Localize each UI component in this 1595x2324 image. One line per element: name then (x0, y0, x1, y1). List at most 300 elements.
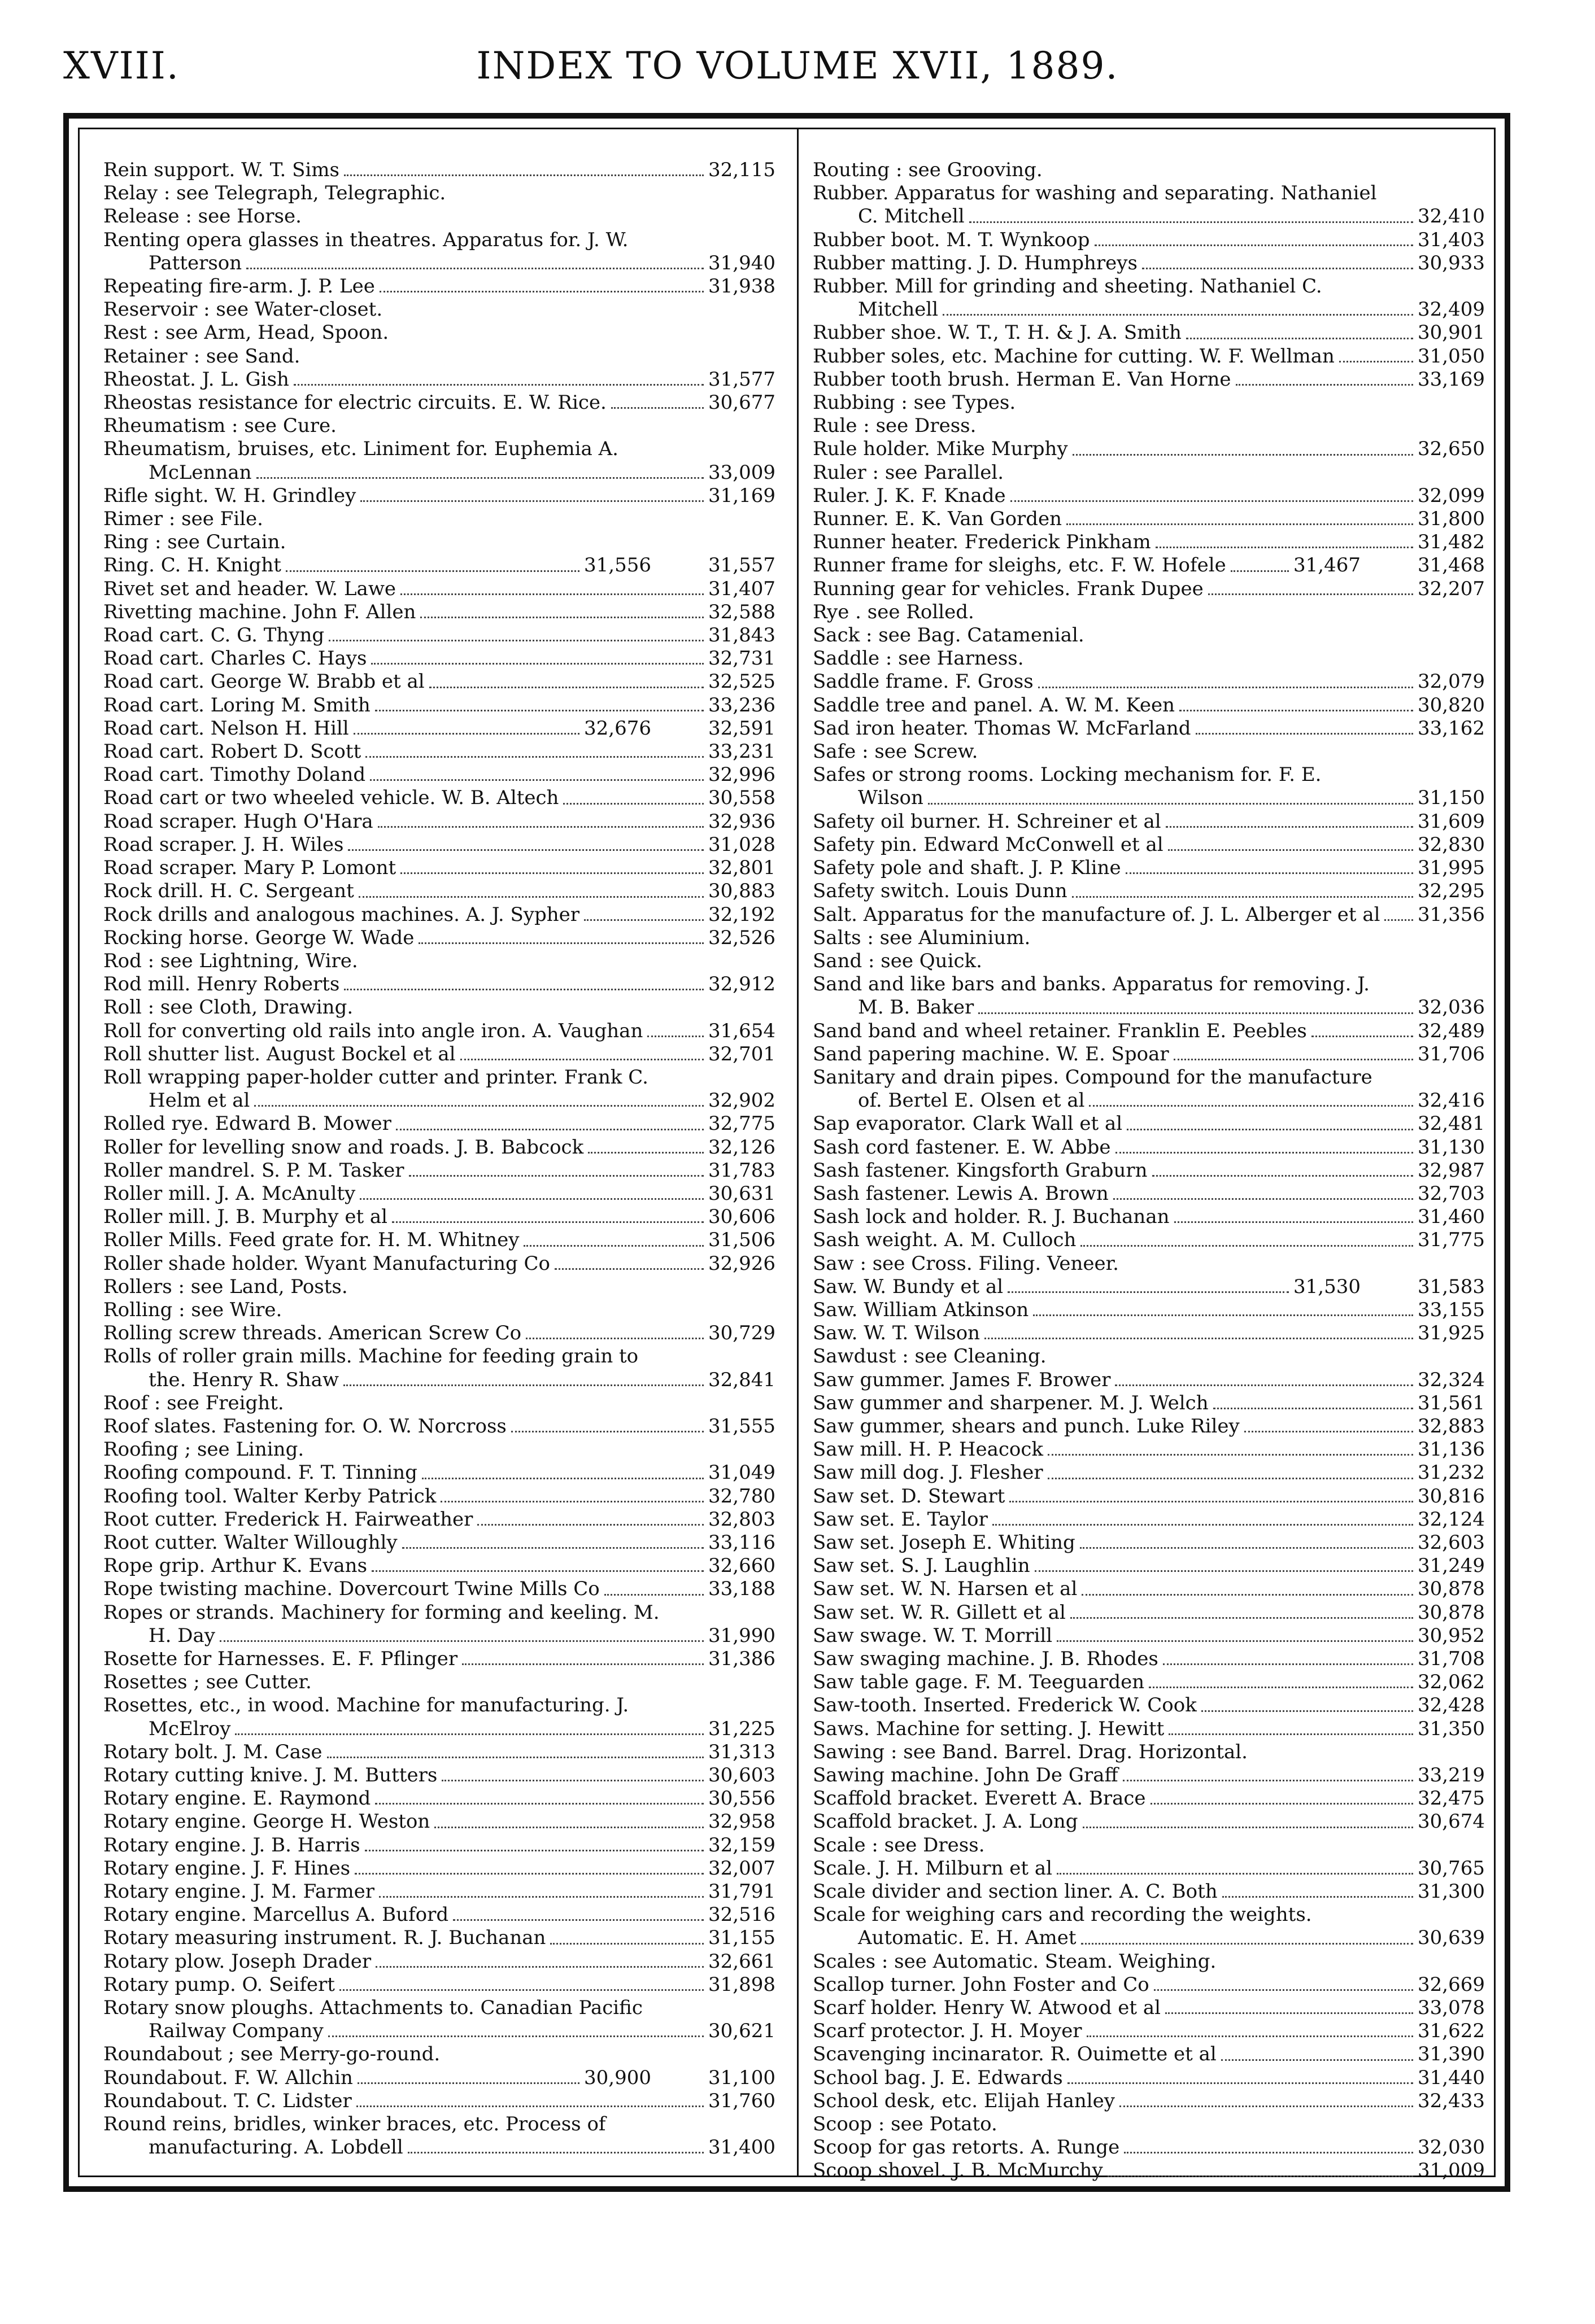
entry-text: Sash fastener. Kingsforth Graburn (813, 1159, 1148, 1182)
entry-text: Road cart. Robert D. Scott (103, 740, 361, 763)
dot-leader (1213, 1408, 1413, 1409)
index-entry (103, 810, 781, 833)
entry-patent-number: 31,482 (1418, 531, 1485, 554)
entry-text: Rheostat. J. L. Gish (103, 368, 289, 391)
entry-text: Road cart. Timothy Doland (103, 763, 366, 787)
dot-leader (327, 1757, 704, 1758)
entry-text: Scales : see Automatic. Steam. Weighing. (813, 1950, 1217, 1973)
index-entry (813, 1834, 1491, 1857)
dot-leader (1142, 268, 1413, 269)
dot-leader (1149, 1687, 1413, 1688)
index-entry (813, 601, 1491, 624)
entry-text: Running gear for vehicles. Frank Dupee (813, 577, 1204, 600)
entry-patent-number: 31,136 (1418, 1438, 1485, 1461)
dot-leader (1169, 1733, 1413, 1735)
entry-text: Rubber matting. J. D. Humphreys (813, 251, 1138, 274)
entry-text: Safe : see Screw. (813, 740, 978, 763)
index-entry (813, 717, 1491, 740)
index-entry (103, 740, 781, 763)
entry-text: Saw. W. T. Wilson (813, 1322, 980, 1345)
entry-text: Roll wrapping paper-holder cutter and printer. Frank C. Helm et al (103, 1065, 648, 1112)
entry-text: Sand band and wheel retainer. Franklin E. Peebles (813, 1019, 1307, 1042)
right-column (813, 159, 1491, 2183)
index-entry (103, 1043, 781, 1066)
entry-text: Scavenging incinarator. R. Ouimette et al (813, 2043, 1217, 2066)
dot-leader (380, 291, 704, 292)
index-entry (103, 345, 781, 368)
entry-patent-number: 32,525 (708, 670, 775, 693)
entry-patent-number: 31,100 (708, 2066, 775, 2089)
entry-patent-number: 32,902 (708, 1089, 775, 1112)
entry-patent-number: 32,409 (1418, 298, 1485, 321)
entry-text: Rheumatism, bruises, etc. Liniment for. Euphemia A. McLennan (103, 438, 618, 484)
index-entry (103, 1485, 781, 1508)
entry-text: Rotary plow. Joseph Drader (103, 1950, 372, 1973)
entry-text: Scale divider and section liner. A. C. Both (813, 1880, 1218, 1903)
index-entry (813, 1182, 1491, 1205)
entry-text: Saw gummer, shears and punch. Luke Riley (813, 1414, 1240, 1438)
entry-text: Scaffold bracket. Everett A. Brace (813, 1787, 1146, 1810)
index-entry (103, 321, 781, 344)
index-entry (103, 833, 781, 857)
entry-text: Roll shutter list. August Bockel et al (103, 1042, 456, 1065)
entry-text: Rubbing : see Types. (813, 391, 1016, 414)
dot-leader (1201, 1710, 1413, 1712)
entry-patent-number: 33,009 (708, 461, 775, 484)
entry-patent-number: 32,126 (708, 1135, 775, 1159)
entry-text: Ring : see Curtain. (103, 531, 286, 554)
dot-leader (1152, 1175, 1414, 1177)
index-entry (813, 1950, 1491, 1973)
dot-leader (1008, 1291, 1289, 1293)
index-entry (103, 368, 781, 391)
dot-leader (526, 1338, 704, 1339)
dot-leader (348, 849, 704, 851)
entry-text: Roller mill. J. A. McAnulty (103, 1182, 356, 1205)
dot-leader (1082, 1594, 1413, 1596)
entry-patent-number: 33,078 (1418, 1997, 1485, 2020)
dot-leader (1196, 733, 1413, 735)
entry-patent-number-secondary: 32,676 (584, 717, 651, 740)
entry-text: Rest : see Arm, Head, Spoon. (103, 321, 389, 344)
dot-leader (360, 1198, 704, 1200)
index-entry (813, 1787, 1491, 1810)
dot-leader (429, 687, 704, 688)
dot-leader (434, 1827, 704, 1828)
index-entry (813, 1345, 1491, 1368)
entry-text: Rotary cutting knive. J. M. Butters (103, 1764, 438, 1787)
entry-text: Routing : see Grooving. (813, 159, 1043, 181)
index-entry (813, 1415, 1491, 1438)
entry-patent-number: 32,159 (708, 1833, 775, 1856)
dot-leader (344, 174, 704, 176)
index-entry (103, 1112, 781, 1135)
dot-leader (1127, 1129, 1413, 1130)
entry-text: Rubber. Mill for grinding and sheeting. Nathaniel C. Mitchell (813, 275, 1322, 321)
index-entry (813, 1322, 1491, 1345)
entry-patent-number: 30,820 (1418, 693, 1485, 717)
entry-text: Rope grip. Arthur K. Evans (103, 1554, 368, 1578)
entry-patent-number: 32,661 (708, 1950, 775, 1973)
dot-leader (1339, 361, 1413, 362)
entry-text: Roundabout. F. W. Allchin (103, 2066, 353, 2089)
entry-text: Saddle : see Harness. (813, 647, 1024, 670)
index-entry (103, 624, 781, 647)
entry-patent-number: 32,591 (708, 717, 775, 740)
entry-text: Road cart. George W. Brabb et al (103, 670, 425, 693)
index-entry (813, 2159, 1491, 2182)
index-entry (813, 1718, 1491, 1741)
index-entry (813, 694, 1491, 717)
index-entry (813, 1554, 1491, 1578)
index-entry (103, 1857, 781, 1880)
index-entry (813, 2113, 1491, 2136)
entry-patent-number: 30,883 (708, 880, 775, 903)
entry-patent-number: 32,428 (1418, 1694, 1485, 1717)
entry-patent-number: 30,639 (1418, 1927, 1485, 1950)
dot-leader (1057, 1873, 1413, 1875)
entry-patent-number: 31,791 (708, 1880, 775, 1903)
entry-patent-number-secondary: 31,467 (1293, 554, 1361, 577)
dot-leader (1221, 2059, 1413, 2061)
index-entry (813, 275, 1491, 321)
dot-leader (254, 1105, 704, 1107)
entry-patent-number: 31,155 (708, 1927, 775, 1950)
index-entry (103, 414, 781, 438)
dot-leader (550, 1943, 704, 1945)
entry-text: Rock drills and analogous machines. A. J. Sypher (103, 903, 580, 926)
entry-patent-number: 31,225 (708, 1717, 775, 1740)
index-entry (813, 1508, 1491, 1531)
dot-leader (294, 384, 704, 386)
dot-leader (286, 570, 579, 572)
entry-text: Roll for converting old rails into angle iron. A. Vaughan (103, 1019, 643, 1042)
index-entry (103, 1392, 781, 1415)
entry-text: Reservoir : see Water-closet. (103, 298, 383, 321)
entry-text: Saw set. W. R. Gillett et al (813, 1601, 1066, 1624)
entry-text: Roller Mills. Feed grate for. H. M. Whitney (103, 1229, 520, 1252)
entry-patent-number: 31,555 (708, 1414, 775, 1438)
index-entry (103, 182, 781, 205)
dot-leader (375, 710, 704, 711)
entry-text: Roofing ; see Lining. (103, 1438, 304, 1461)
entry-text: Sawdust : see Cleaning. (813, 1345, 1047, 1368)
entry-patent-number: 32,801 (708, 857, 775, 880)
index-entry (813, 229, 1491, 252)
dot-leader (1033, 1314, 1413, 1316)
index-entry (813, 508, 1491, 531)
index-entry (103, 508, 781, 531)
dot-leader (1384, 919, 1413, 921)
dot-leader (365, 1850, 704, 1851)
index-entry (813, 1694, 1491, 1717)
index-entry (103, 1578, 781, 1601)
index-entry (813, 624, 1491, 647)
entry-patent-number: 31,940 (708, 251, 775, 274)
entry-text: Rheostas resistance for electric circuits. E. W. Rice. (103, 391, 607, 414)
index-entry (813, 414, 1491, 438)
index-entry (103, 229, 781, 275)
entry-patent-number: 32,475 (1418, 1787, 1485, 1810)
index-entry (813, 159, 1491, 182)
entry-text: Release : see Horse. (103, 205, 302, 228)
dot-leader (1174, 1221, 1414, 1223)
entry-text: Roofing tool. Walter Kerby Patrick (103, 1484, 437, 1508)
dot-leader (563, 803, 704, 805)
entry-patent-number: 32,099 (1418, 484, 1485, 507)
dot-leader (1072, 896, 1413, 898)
entry-text: Scarf holder. Henry W. Atwood et al (813, 1997, 1161, 2020)
entry-patent-number: 32,775 (708, 1112, 775, 1135)
index-entry (813, 438, 1491, 461)
page-number: XVIII. (63, 44, 180, 88)
entry-patent-number: 31,800 (1418, 508, 1485, 531)
dot-leader (1070, 1617, 1413, 1619)
entry-text: Rubber. Apparatus for washing and separating. Nathaniel C. Mitchell (813, 182, 1377, 228)
index-entry (813, 1601, 1491, 1624)
entry-text: Relay : see Telegraph, Telegraphic. (103, 182, 446, 205)
index-entry (103, 880, 781, 903)
dot-leader (588, 1152, 704, 1154)
index-entry (813, 1252, 1491, 1275)
index-entry (103, 950, 781, 973)
entry-patent-number: 33,116 (708, 1531, 775, 1554)
entry-patent-number: 32,036 (1418, 996, 1485, 1019)
dot-leader (220, 1640, 704, 1642)
dot-leader (1080, 1245, 1413, 1247)
index-entry (813, 1485, 1491, 1508)
entry-text: Saw-tooth. Inserted. Frederick W. Cook (813, 1694, 1197, 1717)
entry-text: Roll : see Cloth, Drawing. (103, 996, 354, 1019)
entry-patent-number: 31,783 (708, 1159, 775, 1182)
entry-patent-number: 32,926 (708, 1252, 775, 1275)
entry-patent-number: 32,701 (708, 1042, 775, 1065)
entry-patent-number: 32,124 (1418, 1508, 1485, 1531)
entry-text: Roof : see Freight. (103, 1391, 284, 1414)
index-entry (813, 1531, 1491, 1554)
entry-text: Sawing machine. John De Graff (813, 1764, 1118, 1787)
index-entry (813, 763, 1491, 810)
index-entry (103, 1229, 781, 1252)
entry-patent-number: 32,295 (1418, 880, 1485, 903)
page-header (63, 44, 1532, 89)
dot-leader (1151, 1803, 1414, 1805)
entry-patent-number: 32,410 (1418, 205, 1485, 228)
dot-leader (611, 407, 704, 409)
entry-text: Road scraper. Hugh O'Hara (103, 810, 373, 833)
dot-leader (408, 2152, 704, 2153)
index-entry (103, 1066, 781, 1112)
dot-leader (555, 1268, 704, 1270)
index-entry (813, 1136, 1491, 1159)
dot-leader (409, 1175, 704, 1177)
index-entry (813, 903, 1491, 927)
entry-text: Roundabout. T. C. Lidster (103, 2089, 352, 2112)
entry-patent-number: 32,062 (1418, 1671, 1485, 1694)
index-entry (103, 1531, 781, 1554)
entry-text: Renting opera glasses in theatres. Apparatus for. J. W. Patterson (103, 228, 629, 274)
index-entry (103, 2113, 781, 2159)
entry-text: Salt. Apparatus for the manufacture of. J. L. Alberger et al (813, 903, 1380, 926)
index-entry (813, 973, 1491, 1019)
entry-patent-number: 32,192 (708, 903, 775, 926)
entry-text: Rubber shoe. W. T., T. H. & J. A. Smith (813, 321, 1182, 344)
entry-patent-number: 31,898 (708, 1973, 775, 1996)
index-entry (103, 2043, 781, 2066)
entry-text: Runner. E. K. Van Gorden (813, 508, 1062, 531)
index-entry (103, 298, 781, 321)
entry-text: Road cart. C. G. Thyng (103, 624, 325, 647)
entry-patent-number: 33,236 (708, 693, 775, 717)
entry-patent-number: 32,987 (1418, 1159, 1485, 1182)
index-entry (103, 531, 781, 554)
entry-patent-number: 30,765 (1418, 1856, 1485, 1880)
index-entry (103, 973, 781, 996)
dot-leader (392, 1221, 704, 1223)
index-entry (813, 461, 1491, 484)
entry-text: Rock drill. H. C. Sergeant (103, 880, 354, 903)
dot-leader (604, 1594, 704, 1596)
entry-patent-number: 30,558 (708, 787, 775, 810)
entry-text: Rotary engine. Marcellus A. Buford (103, 1903, 449, 1927)
entry-text: Scale : see Dress. (813, 1833, 985, 1856)
entry-text: Rifle sight. W. H. Grindley (103, 484, 356, 507)
entry-patent-number: 30,606 (708, 1205, 775, 1229)
index-entry (103, 1927, 781, 1950)
entry-text: Saw set. W. N. Harsen et al (813, 1578, 1078, 1601)
index-entry (103, 578, 781, 601)
entry-patent-number: 31,249 (1418, 1554, 1485, 1578)
entry-text: Rubber boot. M. T. Wynkoop (813, 228, 1090, 251)
index-entry (813, 1229, 1491, 1252)
index-entry (103, 1136, 781, 1159)
entry-text: Rosettes ; see Cutter. (103, 1671, 312, 1694)
entry-patent-number: 31,925 (1418, 1322, 1485, 1345)
entry-patent-number: 31,440 (1418, 2066, 1485, 2089)
entry-text: Rule holder. Mike Murphy (813, 438, 1068, 461)
entry-patent-number: 31,313 (708, 1740, 775, 1763)
entry-text: Scoop shovel. J. B. McMurchy (813, 2159, 1103, 2182)
entry-patent-number: 31,843 (708, 624, 775, 647)
entry-patent-number: 31,300 (1418, 1880, 1485, 1903)
entry-text: Rosettes, etc., in wood. Machine for manufacturing. J. McElroy (103, 1694, 629, 1740)
entry-text: Scaffold bracket. J. A. Long (813, 1810, 1078, 1833)
entry-text: Rotary engine. J. F. Hines (103, 1856, 351, 1880)
dot-leader (1057, 1640, 1413, 1642)
index-entry (813, 1299, 1491, 1322)
index-entry (103, 1159, 781, 1182)
entry-text: Saw set. D. Stewart (813, 1484, 1005, 1508)
dot-leader (256, 477, 704, 479)
index-entry (103, 1810, 781, 1833)
entry-text: Safety pole and shaft. J. P. Kline (813, 857, 1121, 880)
entry-text: Road cart. Loring M. Smith (103, 693, 371, 717)
entry-patent-number: 31,350 (1418, 1717, 1485, 1740)
dot-leader (343, 1384, 704, 1386)
entry-text: Saws. Machine for setting. J. Hewitt (813, 1717, 1165, 1740)
index-entry (103, 1601, 781, 1648)
dot-leader (360, 500, 704, 502)
entry-text: Scallop turner. John Foster and Co (813, 1973, 1149, 1996)
entry-patent-number: 32,883 (1418, 1414, 1485, 1438)
dot-leader (344, 989, 704, 990)
index-entry (103, 1764, 781, 1787)
index-entry (813, 531, 1491, 554)
dot-leader (1165, 2012, 1413, 2014)
index-entry (103, 694, 781, 717)
entry-text: Saw swaging machine. J. B. Rhodes (813, 1648, 1158, 1670)
entry-text: Runner frame for sleighs, etc. F. W. Hofele (813, 554, 1226, 577)
index-entry (103, 1671, 781, 1694)
dot-leader (1066, 523, 1413, 525)
index-entry (103, 205, 781, 228)
index-frame (63, 113, 1510, 2192)
entry-text: Safety pin. Edward McConwell et al (813, 833, 1163, 856)
index-entry (813, 252, 1491, 275)
entry-patent-number: 33,188 (708, 1578, 775, 1601)
dot-leader (928, 803, 1413, 805)
dot-leader (420, 617, 704, 618)
entry-patent-number: 33,219 (1418, 1764, 1485, 1787)
index-entry (813, 857, 1491, 880)
index-entry (103, 554, 781, 577)
entry-patent-number: 31,130 (1418, 1135, 1485, 1159)
entry-patent-number: 32,936 (708, 810, 775, 833)
entry-patent-number: 31,760 (708, 2089, 775, 2112)
entry-patent-number: 30,901 (1418, 321, 1485, 344)
index-entry (103, 1787, 781, 1810)
entry-patent-number: 32,324 (1418, 1368, 1485, 1391)
index-entry (103, 1182, 781, 1205)
entry-text: Road cart or two wheeled vehicle. W. B. Altech (103, 787, 559, 810)
dot-leader (354, 733, 579, 735)
entry-patent-number: 31,506 (708, 1229, 775, 1252)
entry-text: Sap evaporator. Clark Wall et al (813, 1112, 1123, 1135)
entry-text: Road scraper. J. H. Wiles (103, 833, 344, 856)
entry-text: Saw mill. H. P. Heacock (813, 1438, 1044, 1461)
index-entry (103, 717, 781, 740)
entry-text: Saw : see Cross. Filing. Veneer. (813, 1252, 1119, 1275)
index-entry (813, 391, 1491, 414)
dot-leader (1035, 1570, 1413, 1572)
left-column (103, 159, 781, 2159)
index-entry (103, 1508, 781, 1531)
entry-patent-number: 32,416 (1418, 1089, 1485, 1112)
index-entry (813, 1810, 1491, 1833)
dot-leader (400, 593, 704, 595)
entry-patent-number: 32,489 (1418, 1019, 1485, 1042)
entry-text: Rotary snow ploughs. Attachments to. Canadian Pacific Railway Company (103, 1997, 643, 2043)
dot-leader (943, 314, 1413, 316)
index-entry (103, 1741, 781, 1764)
dot-leader (647, 1036, 704, 1037)
dot-leader (1179, 710, 1413, 711)
index-entry (103, 1880, 781, 1903)
index-entry (813, 1020, 1491, 1043)
dot-leader (422, 1478, 704, 1479)
entry-patent-number: 32,007 (708, 1856, 775, 1880)
index-entry (103, 996, 781, 1019)
entry-patent-number-secondary: 30,900 (584, 2066, 651, 2089)
dot-leader (1174, 1059, 1413, 1060)
entry-text: Ruler : see Parallel. (813, 461, 1004, 484)
dot-leader (984, 1338, 1413, 1339)
dot-leader (379, 1896, 704, 1898)
dot-leader (1156, 547, 1413, 548)
dot-leader (378, 826, 704, 828)
entry-patent-number: 31,390 (1418, 2043, 1485, 2066)
entry-patent-number: 31,407 (708, 577, 775, 600)
